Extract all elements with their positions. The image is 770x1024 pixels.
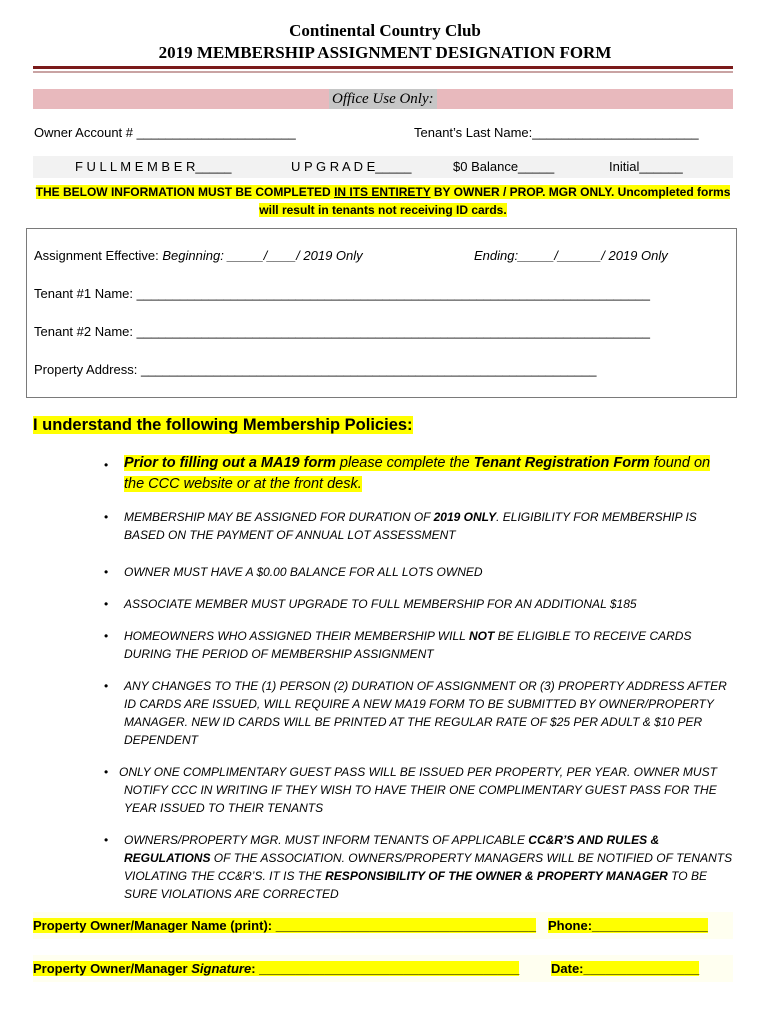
form-title: 2019 MEMBERSHIP ASSIGNMENT DESIGNATION FORM	[158, 43, 612, 62]
phone-field[interactable]: Phone:________________	[548, 918, 708, 933]
initial-field[interactable]: Initial______	[609, 159, 683, 174]
bullet-icon: •	[104, 679, 109, 693]
property-address-field[interactable]: Property Address: _______________________________________________________________	[34, 362, 597, 377]
upgrade-field[interactable]: U P G R A D E_____	[291, 159, 412, 174]
bullet-icon: •	[104, 629, 109, 643]
policy-item-duration: MEMBERSHIP MAY BE ASSIGNED FOR DURATION OF 2019 ONLY. ELIGIBILITY FOR MEMBERSHIP IS BASED ON THE PAYMENT OF ANNUAL LOT ASSESSMENT	[124, 510, 697, 542]
office-use-label: Office Use Only:	[329, 89, 437, 109]
tenant-1-name-field[interactable]: Tenant #1 Name: _______________________________________________________________________	[34, 286, 650, 301]
date-field[interactable]: Date:________________	[551, 961, 700, 976]
beginning-date-field[interactable]: _____/____/ 2019 Only	[227, 248, 363, 263]
policy-item-homeowners: HOMEOWNERS WHO ASSIGNED THEIR MEMBERSHIP WILL NOT BE ELIGIBLE TO RECEIVE CARDS DURING THE PERIOD OF MEMBERSHIP ASSIGNMENT	[124, 629, 692, 661]
policy-item-balance: OWNER MUST HAVE A $0.00 BALANCE FOR ALL LOTS OWNED	[124, 565, 483, 579]
phone-row	[548, 912, 718, 939]
bullet-icon: •	[104, 765, 109, 779]
assignment-effective-row	[34, 247, 363, 265]
ending-row	[474, 247, 668, 265]
header-rule	[33, 66, 733, 69]
bullet-icon: •	[104, 458, 109, 472]
full-member-field[interactable]: F U L L M E M B E R_____	[75, 159, 232, 174]
owner-account-field[interactable]: Owner Account # ______________________	[34, 125, 296, 140]
completion-notice: THE BELOW INFORMATION MUST BE COMPLETED IN ITS ENTIRETY BY OWNER / PROP. MGR ONLY. Uncompleted forms will result in tenants not receiving ID cards.	[35, 185, 731, 217]
policy-item-upgrade: ASSOCIATE MEMBER MUST UPGRADE TO FULL MEMBERSHIP FOR AN ADDITIONAL $185	[124, 597, 637, 611]
tenant-2-name-field[interactable]: Tenant #2 Name: _______________________________________________________________________	[34, 324, 650, 339]
bullet-icon: •	[104, 597, 109, 611]
header-rule-secondary	[33, 71, 733, 73]
policy-item-ccr: OWNERS/PROPERTY MGR. MUST INFORM TENANTS OF APPLICABLE CC&R’S AND RULES & REGULATIONS OF THE ASSOCIATION. OWNERS/PROPERTY MANAGERS WILL BE NOTIFIED OF TENANTS VIOLATING THE CC&R’S. IT IS THE RESPONSIBILITY OF THE OWNER & PROPERTY MANAGER TO BE SURE VIOLATIONS ARE CORRECTED	[124, 833, 733, 901]
assignment-label: Assignment Effective:	[34, 248, 159, 263]
policies-heading: I understand the following Membership Policies:	[33, 416, 413, 434]
bullet-icon: •	[104, 833, 109, 847]
owner-name-print-field[interactable]: Property Owner/Manager Name (print): ____________________________________	[33, 918, 536, 933]
policy-item-changes: ANY CHANGES TO THE (1) PERSON (2) DURATION OF ASSIGNMENT OR (3) PROPERTY ADDRESS AFTER ID CARDS ARE ISSUED, WILL REQUIRE A NEW MA19 FORM TO BE SUBMITTED BY OWNER/PROPERTY MANAGER. NEW ID CARDS WILL BE PRINTED AT THE REGULAR RATE OF $25 PER ADULT & $10 PER DEPENDENT	[124, 679, 727, 747]
date-row	[551, 955, 721, 982]
bullet-icon: •	[104, 510, 109, 524]
policy-item-registration: Prior to filling out a MA19 form please complete the Tenant Registration Form found on the CCC website or at the front desk.	[124, 455, 711, 492]
tenant-last-name-field[interactable]: Tenant’s Last Name:_______________________	[414, 125, 699, 140]
ending-date-field[interactable]: _____/______/ 2019 Only	[518, 248, 668, 263]
owner-signature-field[interactable]: Property Owner/Manager Signature: ____________________________________	[33, 961, 520, 976]
bullet-icon: •	[104, 565, 109, 579]
club-name: Continental Country Club	[289, 21, 481, 40]
zero-balance-field[interactable]: $0 Balance_____	[453, 159, 555, 174]
policy-item-guest-pass: ONLY ONE COMPLIMENTARY GUEST PASS WILL BE ISSUED PER PROPERTY, PER YEAR. OWNER MUST NOTIFY CCC IN WRITING IF THEY WISH TO HAVE THEIR ONE COMPLIMENTARY GUEST PASS FOR THE YEAR ISSUED TO THEIR TENANTS	[119, 765, 717, 815]
beginning-label: Beginning:	[162, 248, 224, 263]
ending-label: Ending:	[474, 248, 519, 263]
